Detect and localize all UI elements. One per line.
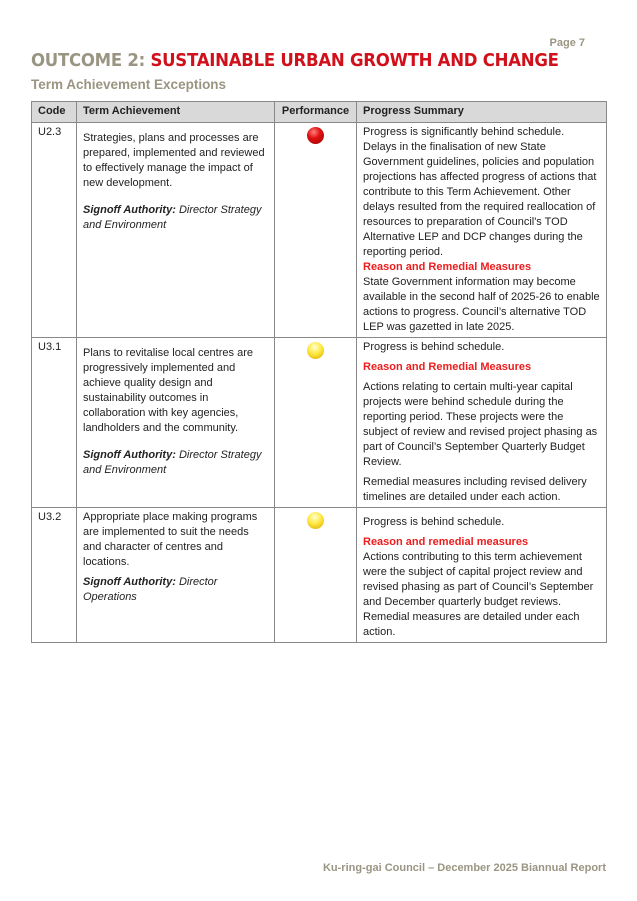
- row-performance: [275, 123, 357, 338]
- progress-text: Delays in the finalisation of new State Government guidelines, policies and population projections has affected progress of actions that contribute to this Term Achievement. Other delays resulted from the required reallocation of resources to preparation of Council's TOD Alternative LEP and DCP changes during the reporting period.: [363, 141, 597, 258]
- title-main: SUSTAINABLE URBAN GROWTH AND CHANGE: [150, 50, 559, 71]
- row-code: U3.1: [32, 338, 77, 508]
- row-code: U3.2: [32, 508, 77, 643]
- row-progress: [357, 123, 607, 338]
- row-progress: [357, 508, 607, 643]
- remedial-text: Remedial measures including revised delivery timelines are detailed under each action.: [363, 476, 587, 503]
- remedial-text: State Government information may become available in the second half of 2025-26 to enable actions to progress. Council’s alternative TOD LEP was gazetted in late 2025.: [363, 276, 600, 333]
- page-footer: Ku-ring-gai Council – December 2025 Biannual Report: [322, 862, 606, 874]
- reason-heading: Reason and Remedial Measures: [363, 361, 532, 373]
- progress-status: Progress is behind schedule.: [363, 341, 505, 353]
- page-title: [31, 50, 559, 71]
- progress-status: Progress is significantly behind schedule.: [363, 126, 565, 138]
- row-progress: [357, 338, 607, 508]
- term-text: Strategies, plans and processes are prepared, implemented and reviewed to effectively manage the impact of new development.: [83, 132, 265, 189]
- table-row: [32, 338, 607, 508]
- signoff: [83, 448, 268, 478]
- yellow-status-icon: [307, 512, 324, 529]
- reason-heading: Reason and remedial measures: [363, 536, 529, 548]
- reason-heading: Reason and Remedial Measures: [363, 261, 532, 273]
- term-text: Plans to revitalise local centres are progressively implemented and achieve quality design and sustainability outcomes in collaboration with key agencies, landholders and the community.: [83, 347, 253, 434]
- row-term: [77, 123, 275, 338]
- signoff-label: Signoff Authority:: [83, 576, 176, 588]
- signoff-value: Director Strategy and Environment: [83, 204, 262, 231]
- red-status-icon: [307, 127, 324, 144]
- row-performance: [275, 338, 357, 508]
- page-number: Page 7: [549, 37, 585, 49]
- header-code: Code: [32, 102, 77, 123]
- signoff: [83, 575, 268, 605]
- exceptions-table: [31, 101, 607, 643]
- table-header: [32, 102, 607, 123]
- table-row: [32, 123, 607, 338]
- table-row: [32, 508, 607, 643]
- header-progress: Progress Summary: [357, 102, 607, 123]
- progress-text: Actions contributing to this term achievement were the subject of capital project review and revised phasing as part of Council’s September and December quarterly budget reviews. Remedial measures are detailed under each action.: [363, 551, 594, 638]
- row-term: [77, 508, 275, 643]
- term-text: Appropriate place making programs are implemented to suit the needs and character of centres and locations.: [83, 511, 258, 568]
- header-performance: Performance: [275, 102, 357, 123]
- signoff-label: Signoff Authority:: [83, 204, 176, 216]
- signoff-value: Director Operations: [83, 576, 218, 603]
- title-prefix: OUTCOME 2:: [31, 50, 145, 71]
- row-performance: [275, 508, 357, 643]
- signoff-label: Signoff Authority:: [83, 449, 176, 461]
- signoff-value: Director Strategy and Environment: [83, 449, 262, 476]
- row-code: U2.3: [32, 123, 77, 338]
- yellow-status-icon: [307, 342, 324, 359]
- row-term: [77, 338, 275, 508]
- signoff: [83, 203, 268, 233]
- header-term: Term Achievement: [77, 102, 275, 123]
- progress-text: Actions relating to certain multi-year capital projects were behind schedule during the reporting period. These projects were the subject of review and revised project phasing as part of Council’s September Quarterly Budget Review.: [363, 381, 598, 468]
- section-subtitle: Term Achievement Exceptions: [31, 77, 227, 92]
- progress-status: Progress is behind schedule.: [363, 516, 505, 528]
